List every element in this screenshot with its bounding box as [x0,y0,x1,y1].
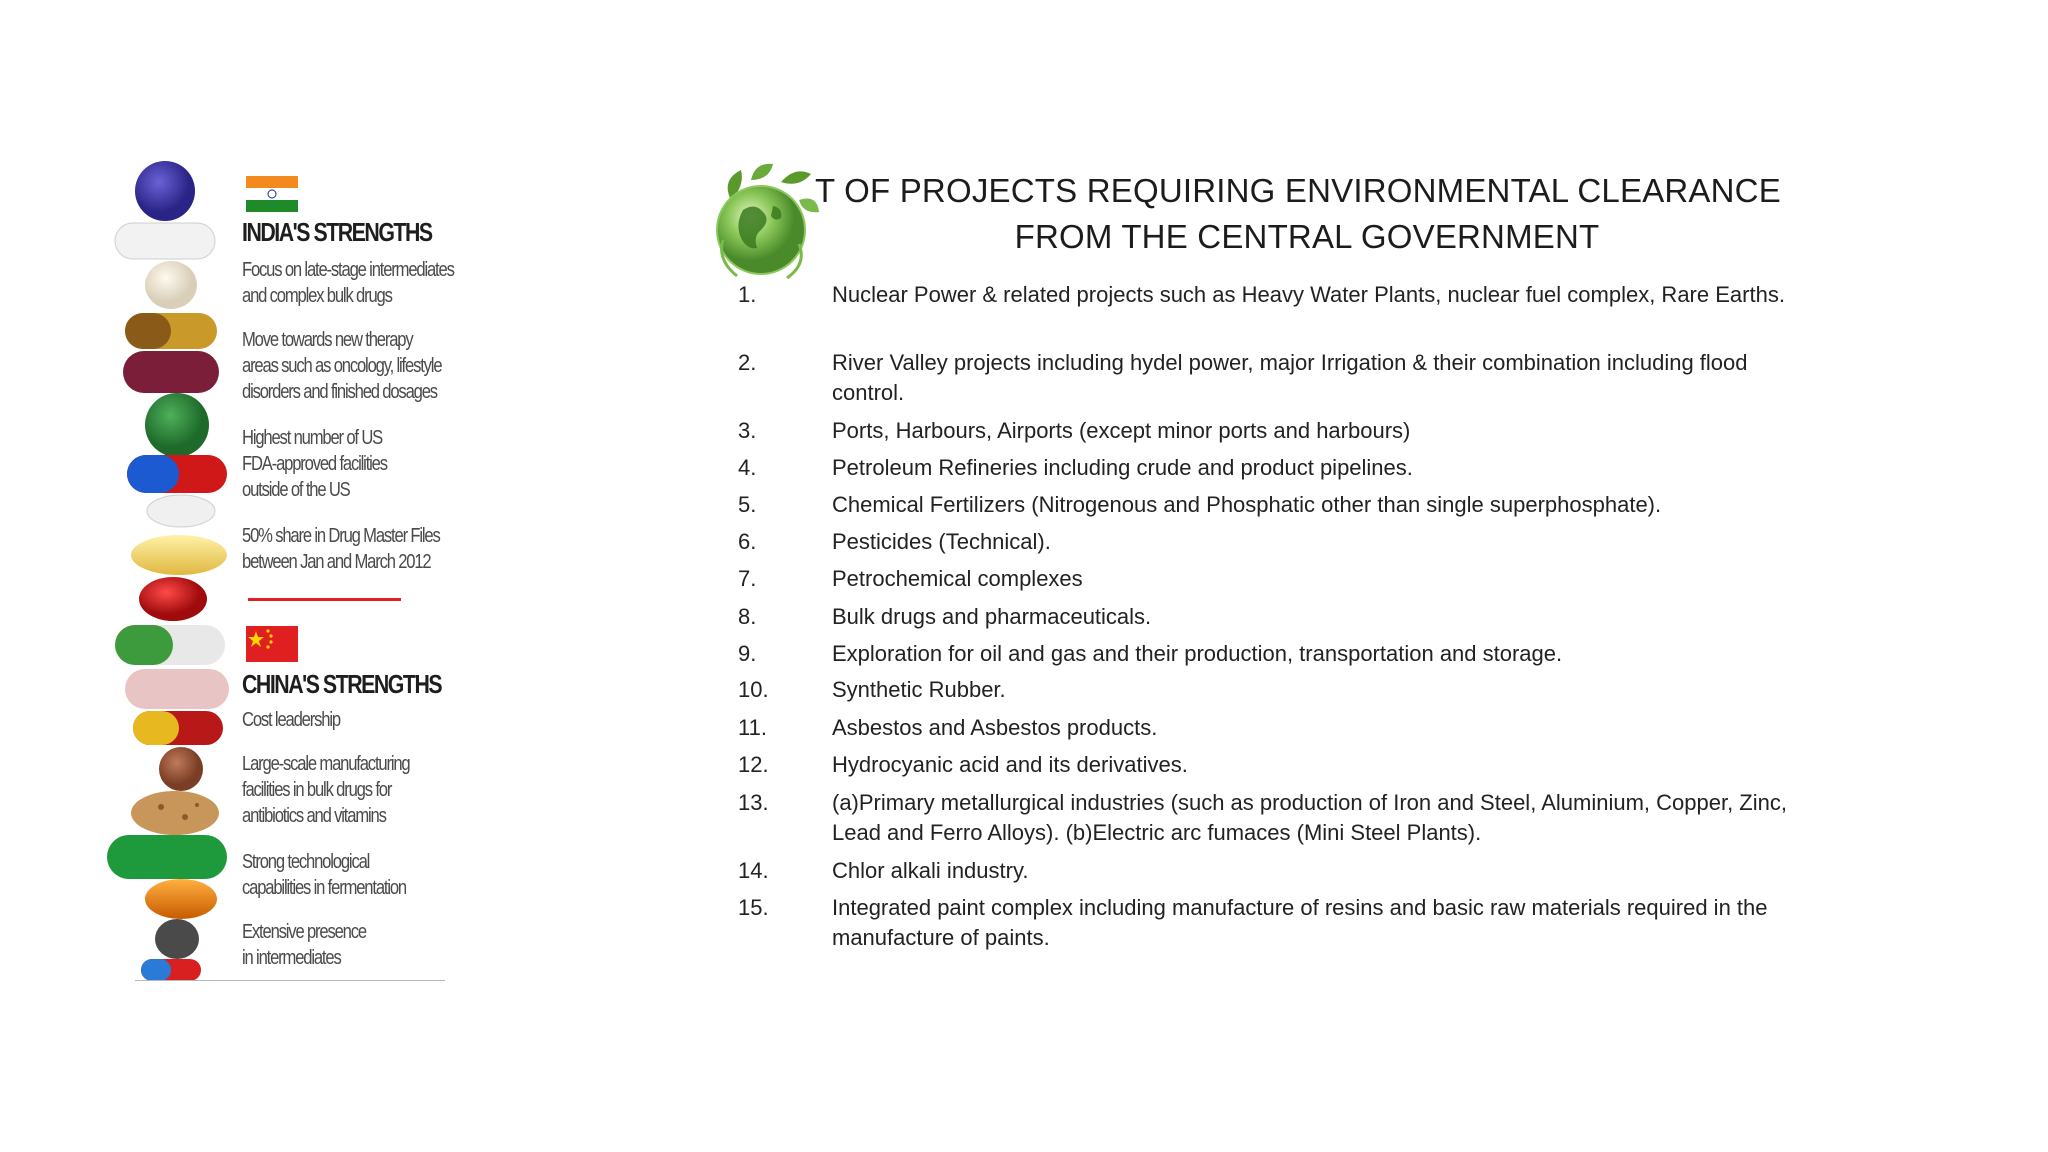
india-flag-icon [246,176,298,212]
project-list-item [738,788,1818,848]
india-strength-point: Move towards new therapy areas such as oncology, lifestyle disorders and finished dosages [242,329,442,403]
white-capsule [115,223,215,259]
item-text: Ports, Harbours, Airports (except minor ports and harbours) [832,418,1411,443]
item-text: Nuclear Power & related projects such as Heavy Water Plants, nuclear fuel complex, Rare Earths. [832,282,1785,307]
gray-tablet [155,919,199,959]
item-text: Chemical Fertilizers (Nitrogenous and Phosphatic other than single superphosphate). [832,492,1662,517]
bottom-rule [135,980,445,981]
blue-red-capsule [127,455,227,493]
item-number: 6. [738,529,757,554]
maroon-capsule [123,351,219,393]
item-number: 3. [738,418,757,443]
china-strengths-heading: CHINA'S STRENGTHS [242,669,442,699]
project-list-item [738,602,1818,632]
india-strength-point: Focus on late-stage intermediates and complex bulk drugs [242,259,454,307]
title-line-1: T OF PROJECTS REQUIRING ENVIRONMENTAL CLEARANCE [815,172,1781,209]
item-number: 11. [738,715,767,740]
item-text: Petrochemical complexes [832,566,1083,591]
green-capsule [107,835,227,879]
china-flag-icon [246,626,298,662]
item-text: Bulk drugs and pharmaceuticals. [832,604,1152,629]
project-list-item [738,893,1818,953]
green-white-capsule [115,625,225,665]
item-number: 12. [738,752,769,777]
project-list-item [738,348,1818,408]
item-number: 2. [738,350,757,375]
red-tablet [139,577,207,621]
speckled-tablet [131,791,219,835]
item-text: Asbestos and Asbestos products. [832,715,1158,740]
green-tablet [145,393,209,457]
green-globe-leaf-icon [711,160,821,284]
item-number: 10. [738,677,769,702]
item-text: Hydrocyanic acid and its derivatives. [832,752,1188,777]
item-text: (a)Primary metallurgical industries (such as production of Iron and Steel, Aluminium, Copper, Zinc, Lead and Ferro Alloys). (b)Electric arc fumaces (Mini Steel Plants). [832,790,1787,845]
china-strength-point: Strong technological capabilities in fermentation [242,851,407,899]
cream-tablet [145,261,197,309]
pharma-strengths-infographic [105,155,465,985]
amber-capsule [125,313,217,349]
item-number: 8. [738,604,757,629]
item-number: 14. [738,858,769,883]
item-number: 5. [738,492,757,517]
item-number: 15. [738,895,769,920]
project-list-item [738,750,1818,780]
section-divider [248,598,401,601]
china-strength-point: Cost leadership [242,709,340,731]
brown-tablet [159,747,203,791]
item-number: 9. [738,641,757,666]
china-strength-point: Extensive presence in intermediates [242,921,366,969]
item-number: 7. [738,566,757,591]
india-strength-point: Highest number of US FDA-approved facilities outside of the US [242,427,387,501]
item-text: Integrated paint complex including manufacture of resins and basic raw materials required in the manufacture of paints. [832,895,1768,950]
item-number: 13. [738,790,769,815]
white-tablet [147,495,215,527]
orange-softgel [145,879,217,919]
title-line-2: FROM THE CENTRAL GOVERNMENT [1014,218,1600,255]
project-list-item [738,675,1818,705]
project-list-item [738,713,1818,743]
item-text: Pesticides (Technical). [832,529,1051,554]
item-text: River Valley projects including hydel power, major Irrigation & their combination including flood control. [832,350,1748,405]
project-list-item [738,564,1818,594]
project-list-item [738,280,1818,310]
item-number: 1. [738,282,757,307]
pink-capsule [125,669,229,709]
india-strengths-heading: INDIA'S STRENGTHS [242,217,432,247]
project-list-item [738,490,1818,520]
pill-stack-illustration [105,155,235,985]
project-list-item [738,639,1818,669]
item-text: Petroleum Refineries including crude and product pipelines. [832,455,1413,480]
project-list-item [738,416,1818,446]
page-title [815,168,1795,260]
india-strength-point: 50% share in Drug Master Files between Jan and March 2012 [242,525,440,573]
project-list-item [738,856,1818,886]
small-capsule [141,959,201,981]
china-strength-point: Large-scale manufacturing facilities in bulk drugs for antibiotics and vitamins [242,753,410,827]
yellow-red-capsule [133,711,223,745]
item-text: Chlor alkali industry. [832,858,1029,883]
project-list-item [738,527,1818,557]
purple-tablet [135,161,195,221]
project-list-item [738,453,1818,483]
item-text: Synthetic Rubber. [832,677,1006,702]
item-number: 4. [738,455,757,480]
item-text: Exploration for oil and gas and their production, transportation and storage. [832,641,1563,666]
yellow-softgel [131,535,227,575]
